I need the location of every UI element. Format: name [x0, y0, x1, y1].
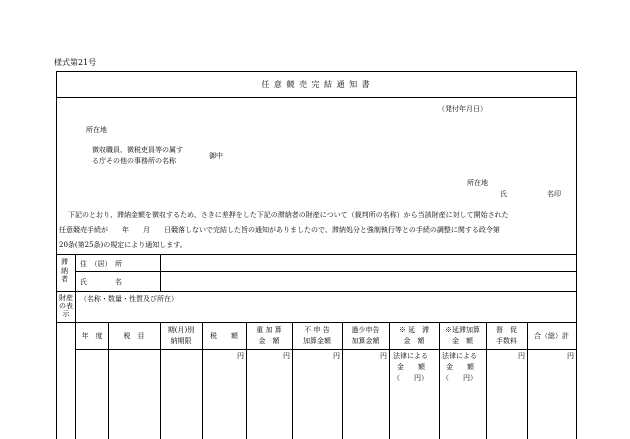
delinqheavy-statutory-l2: 金 額 — [446, 363, 474, 371]
header-delinqheavy-l1: ※延滞加算 — [445, 326, 480, 334]
unit-total: 円 — [567, 352, 574, 360]
header-tax-item: 税 目 — [123, 332, 145, 340]
header-delinqheavy-l2: 金 額 — [452, 337, 473, 345]
header-heavy-l1: 重 加 算 — [256, 326, 282, 334]
property-section-label: 財産の表示 — [59, 294, 73, 318]
issue-date: （発付年月日） — [438, 105, 487, 113]
header-period-l1: 期(月)別 — [167, 326, 195, 334]
unit-tax-amount: 円 — [237, 352, 244, 360]
header-year: 年 度 — [81, 332, 103, 340]
delinqheavy-statutory-l1: 法律による — [442, 352, 477, 360]
addressee-name-line2: る庁その他の事務所の名称 — [92, 157, 176, 165]
taxpayer-address-label: 住 （居） 所 — [80, 260, 122, 268]
unit-under: 円 — [380, 352, 387, 360]
property-top-rule — [56, 291, 576, 292]
sender-seal-label: 名印 — [547, 190, 561, 198]
unit-fee: 円 — [518, 352, 525, 360]
delinq-statutory-yen: （ 円） — [393, 374, 428, 382]
taxpayer-section-label: 滞納者 — [61, 258, 68, 283]
header-delinq-l1: ※ 延 滞 — [398, 326, 430, 334]
document-title: 任 意 競 売 完 結 通 知 書 — [261, 80, 371, 89]
taxpayer-mid-rule — [75, 271, 576, 272]
header-total: 合（総）計 — [534, 332, 569, 340]
title-divider — [56, 97, 576, 98]
header-nondecl-l1: 不 申 告 — [304, 326, 330, 334]
header-period-l2: 納期限 — [170, 337, 192, 345]
addressee-location-label: 所在地 — [86, 126, 107, 134]
taxpayer-name-label: 氏 名 — [80, 278, 122, 286]
taxpayer-top-rule — [56, 254, 576, 255]
taxpayer-label-divider — [75, 254, 76, 291]
addressee-name-line1: 徴収職員、徴税吏員等の属す — [92, 146, 183, 154]
addressee-honorific: 御中 — [209, 152, 223, 160]
delinq-statutory-l1: 法律による — [393, 352, 428, 360]
property-label-divider — [75, 291, 76, 322]
frame-right — [576, 71, 577, 439]
unit-heavy: 円 — [283, 352, 290, 360]
frame-top — [56, 71, 576, 72]
sender-name-label: 氏 — [500, 190, 507, 198]
sender-location-label: 所在地 — [467, 179, 488, 187]
property-bottom-rule — [56, 322, 576, 323]
delinq-statutory-l2: 金 額 — [397, 363, 425, 371]
header-delinq-l2: 金 額 — [403, 337, 425, 345]
header-under-l1: 過少申告 — [351, 326, 380, 334]
property-description: （名称・数量・性質及び所在） — [80, 295, 178, 303]
body-line-3: 20条(第25条)の規定により通知します。 — [59, 241, 187, 249]
header-fee-l1: 督 促 — [496, 326, 517, 334]
header-under-l2: 加算金額 — [351, 337, 380, 345]
table-header-bottom-rule — [75, 349, 576, 350]
form-number: 様式第21号 — [54, 58, 97, 67]
unit-nondecl: 円 — [333, 352, 340, 360]
taxpayer-field-divider — [160, 254, 161, 291]
body-line-1: 下記のとおり、滞納金額を徴収するため、さきに差押をした下記の滞納者の財産について（裁判所の名称）から当該財産に対して開始された — [68, 211, 509, 219]
header-heavy-l2: 金 額 — [258, 337, 280, 345]
delinqheavy-statutory-yen: （ 円） — [442, 374, 477, 382]
header-tax-amount: 税 額 — [210, 332, 238, 340]
body-line-2: 任意競売手続が 年 月 日競落しないで完結した旨の通知がありましたので、滞納処分と強制執行等との手続の調整に関する政令第 — [59, 226, 500, 234]
header-nondecl-l2: 加算金額 — [303, 337, 331, 345]
frame-left — [56, 71, 57, 439]
header-fee-l2: 手数料 — [496, 337, 517, 345]
